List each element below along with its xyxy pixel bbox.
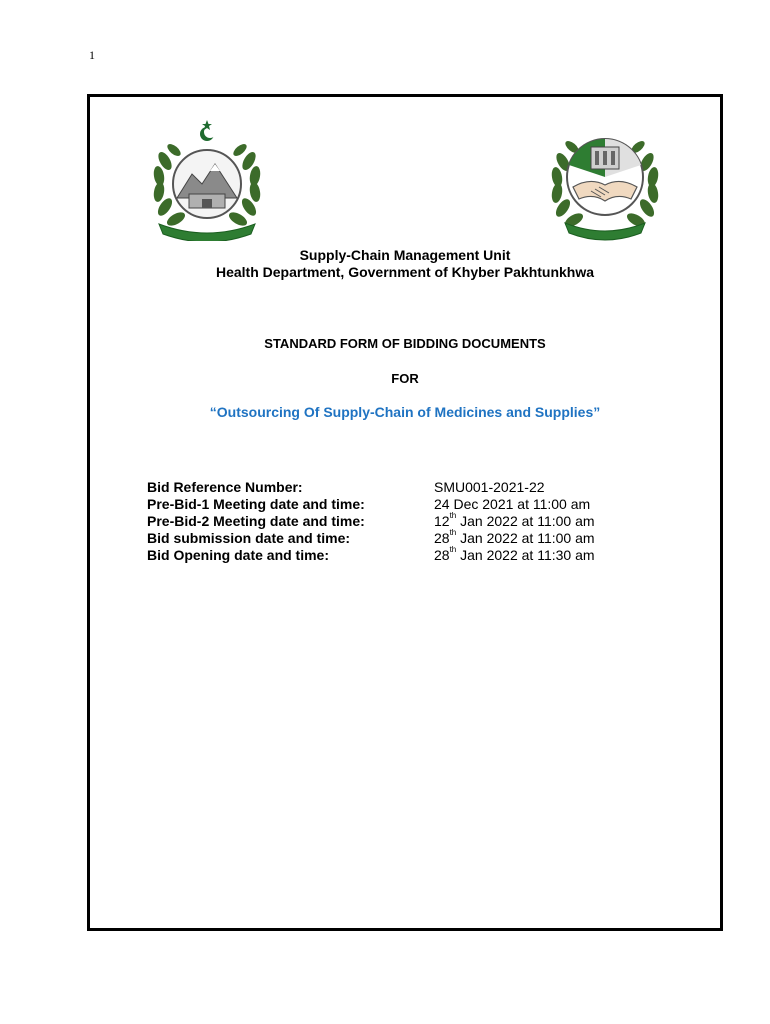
unit-title: Supply-Chain Management Unit [299, 247, 511, 263]
detail-label: Bid Reference Number: [147, 479, 303, 495]
detail-row-bid-opening [147, 547, 627, 564]
detail-row-pre-bid-2 [147, 513, 627, 530]
project-title: “Outsourcing Of Supply-Chain of Medicines and Supplies” [209, 404, 601, 420]
form-title: STANDARD FORM OF BIDDING DOCUMENTS [264, 336, 546, 351]
health-department-emblem-icon [545, 117, 665, 242]
detail-value: 24 Dec 2021 at 11:00 am [434, 496, 591, 512]
detail-label: Pre-Bid-1 Meeting date and time: [147, 496, 365, 512]
department-title: Health Department, Government of Khyber Pakhtunkhwa [215, 264, 595, 280]
detail-value: 12th Jan 2022 at 11:00 am [434, 511, 595, 529]
detail-label: Bid submission date and time: [147, 530, 351, 546]
detail-label: Pre-Bid-2 Meeting date and time: [147, 513, 365, 529]
kp-government-emblem-icon [147, 116, 267, 241]
detail-row-pre-bid-1 [147, 496, 627, 513]
detail-value: 28th Jan 2022 at 11:30 am [434, 545, 595, 563]
detail-row-bid-reference [147, 479, 627, 496]
detail-value: SMU001-2021-22 [434, 479, 545, 495]
bid-details [147, 479, 627, 564]
page-number: 1 [89, 48, 95, 62]
document-frame [87, 94, 723, 931]
detail-label: Bid Opening date and time: [147, 547, 330, 563]
detail-value: 28th Jan 2022 at 11:00 am [434, 528, 595, 546]
for-label: FOR [391, 371, 419, 386]
detail-row-bid-submission [147, 530, 627, 547]
